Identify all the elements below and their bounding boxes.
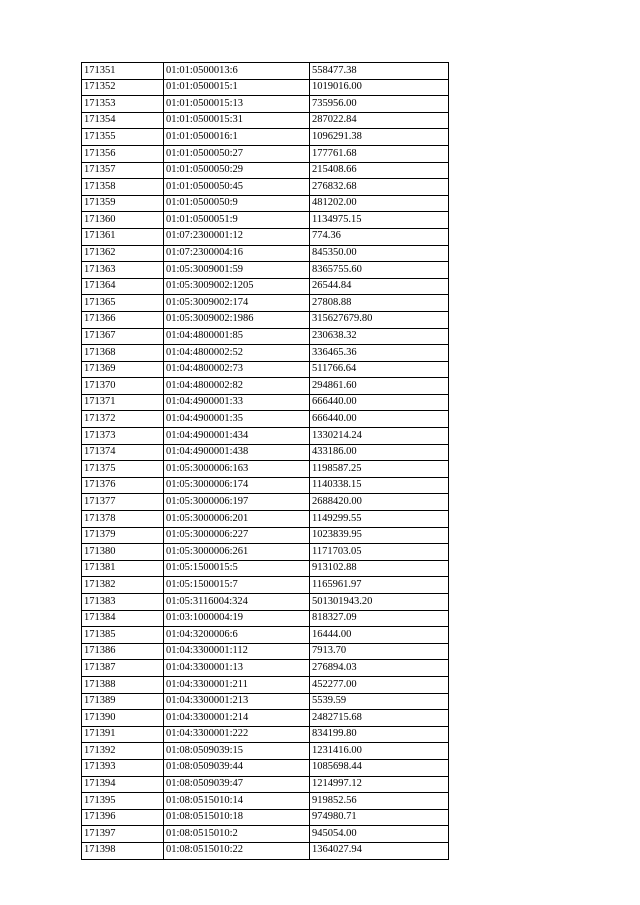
value-cell: 27808.88 bbox=[310, 295, 449, 312]
row-number-cell: 171381 bbox=[82, 560, 164, 577]
row-number-cell: 171389 bbox=[82, 693, 164, 710]
data-table bbox=[81, 62, 449, 860]
row-number-cell: 171387 bbox=[82, 660, 164, 677]
table-row bbox=[82, 826, 449, 843]
row-number-cell: 171356 bbox=[82, 145, 164, 162]
table-row bbox=[82, 278, 449, 295]
row-number-cell: 171366 bbox=[82, 311, 164, 328]
row-number-cell: 171359 bbox=[82, 195, 164, 212]
value-cell: 945054.00 bbox=[310, 826, 449, 843]
table-row bbox=[82, 710, 449, 727]
cadastral-number-cell: 01:04:4800002:73 bbox=[164, 361, 310, 378]
table-row bbox=[82, 511, 449, 528]
table-row bbox=[82, 660, 449, 677]
cadastral-number-cell: 01:05:3009002:174 bbox=[164, 295, 310, 312]
table-row bbox=[82, 145, 449, 162]
cadastral-number-cell: 01:04:3300001:112 bbox=[164, 643, 310, 660]
value-cell: 215408.66 bbox=[310, 162, 449, 179]
table-row bbox=[82, 726, 449, 743]
cadastral-number-cell: 01:05:1500015:7 bbox=[164, 577, 310, 594]
row-number-cell: 171358 bbox=[82, 179, 164, 196]
row-number-cell: 171354 bbox=[82, 112, 164, 129]
row-number-cell: 171372 bbox=[82, 411, 164, 428]
table-row bbox=[82, 477, 449, 494]
cadastral-number-cell: 01:05:3009001:59 bbox=[164, 262, 310, 279]
value-cell: 845350.00 bbox=[310, 245, 449, 262]
cadastral-number-cell: 01:05:3000006:163 bbox=[164, 461, 310, 478]
row-number-cell: 171375 bbox=[82, 461, 164, 478]
value-cell: 2688420.00 bbox=[310, 494, 449, 511]
cadastral-number-cell: 01:08:0515010:2 bbox=[164, 826, 310, 843]
table-row bbox=[82, 610, 449, 627]
value-cell: 5539.59 bbox=[310, 693, 449, 710]
cadastral-number-cell: 01:03:1000004:19 bbox=[164, 610, 310, 627]
value-cell: 666440.00 bbox=[310, 394, 449, 411]
cadastral-number-cell: 01:08:0515010:18 bbox=[164, 809, 310, 826]
table-row bbox=[82, 345, 449, 362]
table-row bbox=[82, 179, 449, 196]
value-cell: 7913.70 bbox=[310, 643, 449, 660]
value-cell: 481202.00 bbox=[310, 195, 449, 212]
table-row bbox=[82, 494, 449, 511]
cadastral-number-cell: 01:05:3000006:174 bbox=[164, 477, 310, 494]
table-row bbox=[82, 759, 449, 776]
table-row bbox=[82, 693, 449, 710]
cadastral-number-cell: 01:04:3300001:213 bbox=[164, 693, 310, 710]
value-cell: 26544.84 bbox=[310, 278, 449, 295]
row-number-cell: 171351 bbox=[82, 63, 164, 80]
cadastral-number-cell: 01:05:3000006:261 bbox=[164, 544, 310, 561]
table-row bbox=[82, 195, 449, 212]
row-number-cell: 171390 bbox=[82, 710, 164, 727]
value-cell: 1198587.25 bbox=[310, 461, 449, 478]
table-row bbox=[82, 776, 449, 793]
row-number-cell: 171395 bbox=[82, 793, 164, 810]
cadastral-number-cell: 01:01:0500050:27 bbox=[164, 145, 310, 162]
cadastral-number-cell: 01:08:0509039:15 bbox=[164, 743, 310, 760]
cadastral-number-cell: 01:01:0500015:31 bbox=[164, 112, 310, 129]
table-row bbox=[82, 378, 449, 395]
value-cell: 177761.68 bbox=[310, 145, 449, 162]
value-cell: 230638.32 bbox=[310, 328, 449, 345]
value-cell: 16444.00 bbox=[310, 627, 449, 644]
table-row bbox=[82, 79, 449, 96]
row-number-cell: 171371 bbox=[82, 394, 164, 411]
cadastral-number-cell: 01:08:0515010:22 bbox=[164, 842, 310, 859]
table-row bbox=[82, 676, 449, 693]
value-cell: 666440.00 bbox=[310, 411, 449, 428]
table-row bbox=[82, 328, 449, 345]
row-number-cell: 171396 bbox=[82, 809, 164, 826]
cadastral-number-cell: 01:08:0509039:47 bbox=[164, 776, 310, 793]
cadastral-number-cell: 01:05:3009002:1205 bbox=[164, 278, 310, 295]
value-cell: 1140338.15 bbox=[310, 477, 449, 494]
row-number-cell: 171397 bbox=[82, 826, 164, 843]
cadastral-number-cell: 01:01:0500050:45 bbox=[164, 179, 310, 196]
cadastral-number-cell: 01:04:4800002:52 bbox=[164, 345, 310, 362]
cadastral-number-cell: 01:04:3200006:6 bbox=[164, 627, 310, 644]
row-number-cell: 171353 bbox=[82, 96, 164, 113]
row-number-cell: 171384 bbox=[82, 610, 164, 627]
table-row bbox=[82, 743, 449, 760]
value-cell: 1330214.24 bbox=[310, 428, 449, 445]
cadastral-number-cell: 01:04:3300001:211 bbox=[164, 676, 310, 693]
row-number-cell: 171367 bbox=[82, 328, 164, 345]
cadastral-number-cell: 01:05:1500015:5 bbox=[164, 560, 310, 577]
row-number-cell: 171369 bbox=[82, 361, 164, 378]
cadastral-number-cell: 01:04:4900001:434 bbox=[164, 428, 310, 445]
cadastral-number-cell: 01:05:3009002:1986 bbox=[164, 311, 310, 328]
value-cell: 1214997.12 bbox=[310, 776, 449, 793]
table-row bbox=[82, 643, 449, 660]
value-cell: 511766.64 bbox=[310, 361, 449, 378]
cadastral-number-cell: 01:01:0500051:9 bbox=[164, 212, 310, 229]
table-row bbox=[82, 411, 449, 428]
cadastral-number-cell: 01:04:4900001:33 bbox=[164, 394, 310, 411]
value-cell: 974980.71 bbox=[310, 809, 449, 826]
row-number-cell: 171361 bbox=[82, 228, 164, 245]
value-cell: 1364027.94 bbox=[310, 842, 449, 859]
row-number-cell: 171363 bbox=[82, 262, 164, 279]
table-row bbox=[82, 311, 449, 328]
table-row bbox=[82, 63, 449, 80]
row-number-cell: 171392 bbox=[82, 743, 164, 760]
value-cell: 276832.68 bbox=[310, 179, 449, 196]
value-cell: 1134975.15 bbox=[310, 212, 449, 229]
table-body bbox=[82, 63, 449, 860]
row-number-cell: 171383 bbox=[82, 594, 164, 611]
row-number-cell: 171374 bbox=[82, 444, 164, 461]
row-number-cell: 171364 bbox=[82, 278, 164, 295]
row-number-cell: 171377 bbox=[82, 494, 164, 511]
row-number-cell: 171382 bbox=[82, 577, 164, 594]
table-row bbox=[82, 212, 449, 229]
table-row bbox=[82, 594, 449, 611]
value-cell: 1085698.44 bbox=[310, 759, 449, 776]
row-number-cell: 171386 bbox=[82, 643, 164, 660]
value-cell: 774.36 bbox=[310, 228, 449, 245]
value-cell: 1149299.55 bbox=[310, 511, 449, 528]
cadastral-number-cell: 01:08:0509039:44 bbox=[164, 759, 310, 776]
value-cell: 735956.00 bbox=[310, 96, 449, 113]
row-number-cell: 171373 bbox=[82, 428, 164, 445]
value-cell: 558477.38 bbox=[310, 63, 449, 80]
cadastral-number-cell: 01:01:0500050:29 bbox=[164, 162, 310, 179]
table-row bbox=[82, 444, 449, 461]
value-cell: 1171703.05 bbox=[310, 544, 449, 561]
cadastral-number-cell: 01:01:0500015:1 bbox=[164, 79, 310, 96]
table-row bbox=[82, 361, 449, 378]
row-number-cell: 171378 bbox=[82, 511, 164, 528]
row-number-cell: 171357 bbox=[82, 162, 164, 179]
cadastral-number-cell: 01:07:2300001:12 bbox=[164, 228, 310, 245]
table-row bbox=[82, 809, 449, 826]
cadastral-number-cell: 01:01:0500050:9 bbox=[164, 195, 310, 212]
row-number-cell: 171398 bbox=[82, 842, 164, 859]
table-row bbox=[82, 295, 449, 312]
cadastral-number-cell: 01:04:4900001:35 bbox=[164, 411, 310, 428]
row-number-cell: 171394 bbox=[82, 776, 164, 793]
value-cell: 1019016.00 bbox=[310, 79, 449, 96]
value-cell: 336465.36 bbox=[310, 345, 449, 362]
row-number-cell: 171355 bbox=[82, 129, 164, 146]
value-cell: 834199.80 bbox=[310, 726, 449, 743]
cadastral-number-cell: 01:04:3300001:13 bbox=[164, 660, 310, 677]
table-row bbox=[82, 162, 449, 179]
value-cell: 1231416.00 bbox=[310, 743, 449, 760]
table-row bbox=[82, 394, 449, 411]
cadastral-number-cell: 01:01:0500015:13 bbox=[164, 96, 310, 113]
row-number-cell: 171393 bbox=[82, 759, 164, 776]
value-cell: 452277.00 bbox=[310, 676, 449, 693]
table-row bbox=[82, 842, 449, 859]
row-number-cell: 171352 bbox=[82, 79, 164, 96]
table-row bbox=[82, 228, 449, 245]
cadastral-number-cell: 01:05:3116004:324 bbox=[164, 594, 310, 611]
cadastral-number-cell: 01:01:0500013:6 bbox=[164, 63, 310, 80]
table-row bbox=[82, 96, 449, 113]
table-row bbox=[82, 245, 449, 262]
value-cell: 1096291.38 bbox=[310, 129, 449, 146]
cadastral-number-cell: 01:05:3000006:197 bbox=[164, 494, 310, 511]
table-row bbox=[82, 627, 449, 644]
value-cell: 287022.84 bbox=[310, 112, 449, 129]
value-cell: 818327.09 bbox=[310, 610, 449, 627]
value-cell: 294861.60 bbox=[310, 378, 449, 395]
row-number-cell: 171380 bbox=[82, 544, 164, 561]
value-cell: 1165961.97 bbox=[310, 577, 449, 594]
row-number-cell: 171391 bbox=[82, 726, 164, 743]
row-number-cell: 171379 bbox=[82, 527, 164, 544]
row-number-cell: 171385 bbox=[82, 627, 164, 644]
row-number-cell: 171362 bbox=[82, 245, 164, 262]
table-row bbox=[82, 544, 449, 561]
table-row bbox=[82, 129, 449, 146]
row-number-cell: 171376 bbox=[82, 477, 164, 494]
cadastral-number-cell: 01:04:4800001:85 bbox=[164, 328, 310, 345]
cadastral-number-cell: 01:04:4800002:82 bbox=[164, 378, 310, 395]
table-row bbox=[82, 262, 449, 279]
value-cell: 501301943.20 bbox=[310, 594, 449, 611]
cadastral-number-cell: 01:07:2300004:16 bbox=[164, 245, 310, 262]
row-number-cell: 171370 bbox=[82, 378, 164, 395]
cadastral-number-cell: 01:05:3000006:227 bbox=[164, 527, 310, 544]
table-row bbox=[82, 461, 449, 478]
row-number-cell: 171360 bbox=[82, 212, 164, 229]
row-number-cell: 171368 bbox=[82, 345, 164, 362]
cadastral-number-cell: 01:08:0515010:14 bbox=[164, 793, 310, 810]
value-cell: 433186.00 bbox=[310, 444, 449, 461]
value-cell: 1023839.95 bbox=[310, 527, 449, 544]
cadastral-number-cell: 01:04:4900001:438 bbox=[164, 444, 310, 461]
value-cell: 913102.88 bbox=[310, 560, 449, 577]
table-row bbox=[82, 577, 449, 594]
row-number-cell: 171388 bbox=[82, 676, 164, 693]
value-cell: 8365755.60 bbox=[310, 262, 449, 279]
row-number-cell: 171365 bbox=[82, 295, 164, 312]
cadastral-number-cell: 01:04:3300001:222 bbox=[164, 726, 310, 743]
cadastral-number-cell: 01:04:3300001:214 bbox=[164, 710, 310, 727]
value-cell: 276894.03 bbox=[310, 660, 449, 677]
value-cell: 919852.56 bbox=[310, 793, 449, 810]
table-row bbox=[82, 112, 449, 129]
table-row bbox=[82, 428, 449, 445]
cadastral-number-cell: 01:01:0500016:1 bbox=[164, 129, 310, 146]
table-row bbox=[82, 527, 449, 544]
value-cell: 315627679.80 bbox=[310, 311, 449, 328]
table-row bbox=[82, 793, 449, 810]
table-row bbox=[82, 560, 449, 577]
cadastral-number-cell: 01:05:3000006:201 bbox=[164, 511, 310, 528]
value-cell: 2482715.68 bbox=[310, 710, 449, 727]
